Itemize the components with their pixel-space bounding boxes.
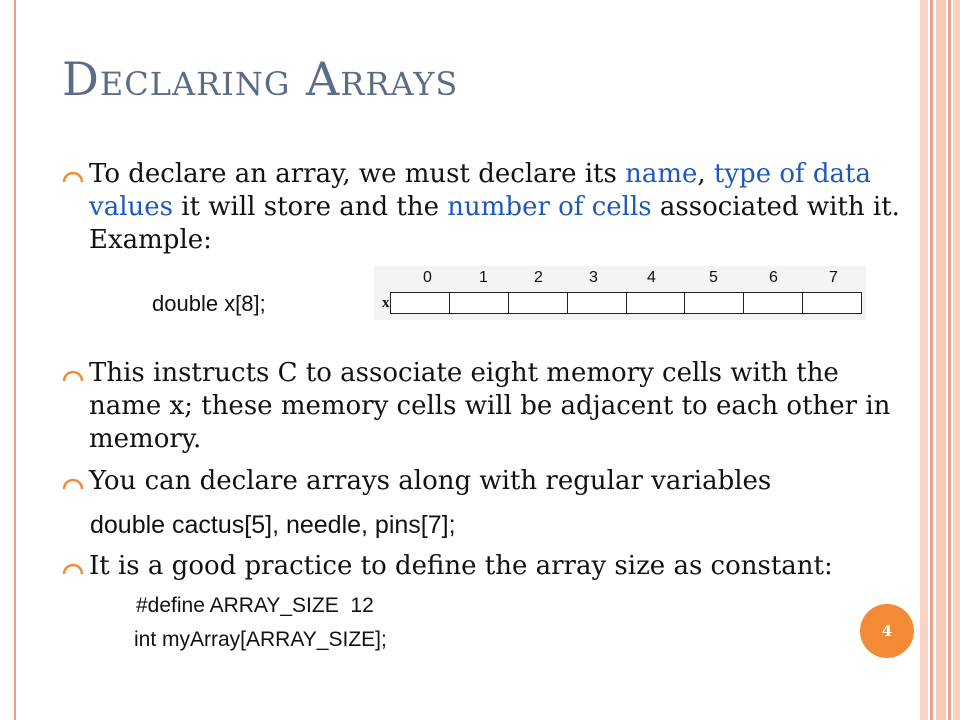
- array-index: 1: [479, 269, 488, 286]
- bullet-icon: [62, 562, 86, 578]
- bullet-icon: [62, 477, 86, 493]
- array-index: 4: [647, 269, 656, 286]
- array-cell: [509, 293, 568, 313]
- array-figure: [374, 266, 866, 320]
- bullet-1-text: To declare an array, we must declare its name, type of data values it will store and the number of cells associated with it. Example:: [89, 159, 900, 255]
- code-multi-declaration: double cactus[5], needle, pins[7];: [90, 511, 456, 539]
- code-define-line: #define ARRAY_SIZE 12: [136, 594, 374, 617]
- bullet-3-text: You can declare arrays along with regular variables: [89, 466, 772, 496]
- array-cell: [627, 293, 686, 313]
- array-index: 3: [589, 269, 598, 286]
- array-label: x: [382, 295, 390, 311]
- highlight-cells: number of cells: [447, 192, 652, 222]
- decorative-stripes: [920, 0, 960, 720]
- array-index: 7: [829, 269, 838, 286]
- array-cell: [744, 293, 803, 313]
- bullet-4-text: It is a good practice to define the array size as constant:: [89, 551, 833, 581]
- highlight-name: name: [625, 159, 698, 189]
- page-number-badge: 4: [860, 604, 914, 658]
- array-cells: [390, 292, 862, 314]
- array-cell: [391, 293, 450, 313]
- highlight-type: type of data values: [89, 159, 871, 222]
- array-index: 6: [769, 269, 778, 286]
- bullet-2-text: This instructs C to associate eight memory cells with the name x; these memory cells will be adjacent to each other in memory.: [89, 358, 891, 454]
- code-decl-line: int myArray[ARRAY_SIZE];: [134, 628, 387, 651]
- slide-left-border: [14, 0, 16, 720]
- array-cell: [568, 293, 627, 313]
- slide-title: Declaring Arrays: [62, 52, 459, 106]
- array-index: 0: [423, 269, 432, 286]
- array-index: 5: [709, 269, 718, 286]
- code-example: double x[8];: [152, 291, 266, 316]
- array-cell: [685, 293, 744, 313]
- array-cell: [803, 293, 861, 313]
- bullet-icon: [62, 369, 86, 385]
- bullet-icon: [62, 170, 86, 186]
- array-index: 2: [534, 269, 543, 286]
- array-cell: [450, 293, 509, 313]
